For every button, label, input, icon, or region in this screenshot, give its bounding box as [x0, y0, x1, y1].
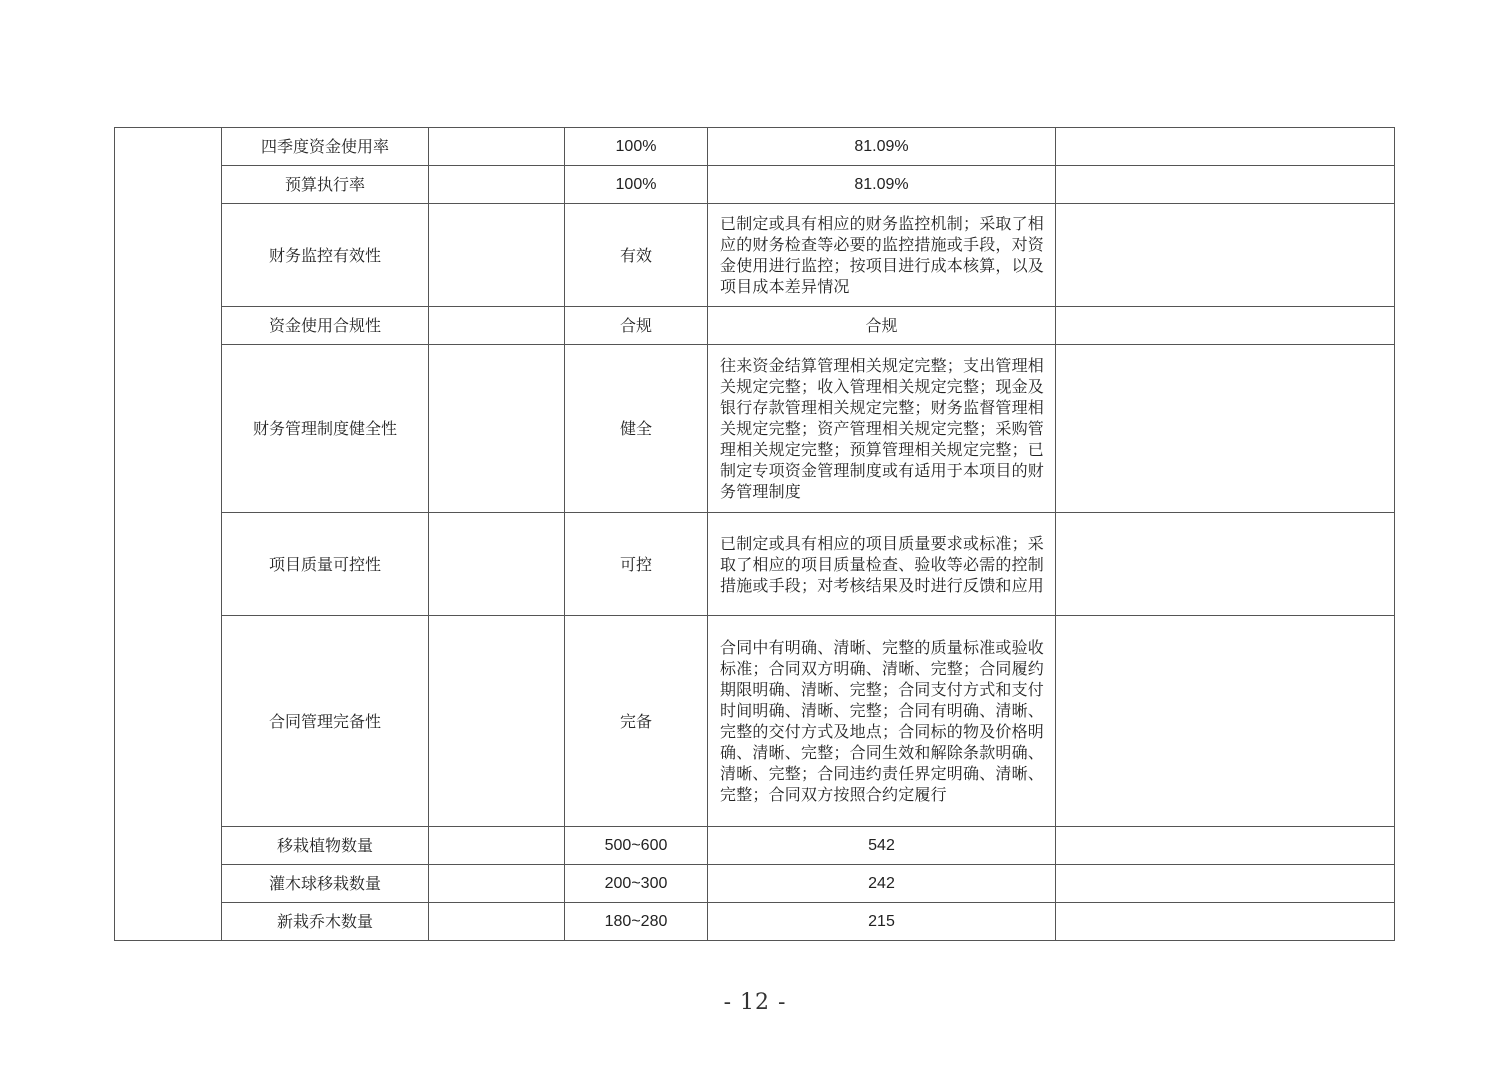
actual-value: 已制定或具有相应的财务监控机制；采取了相应的财务检查等必要的监控措施或手段，对资金使用进行监控；按项目进行成本核算，以及项目成本差异情况: [708, 204, 1056, 307]
target-value: 健全: [565, 345, 708, 513]
indicator-name: 移栽植物数量: [222, 827, 429, 865]
table-row: [115, 345, 1395, 513]
target-value: 180~280: [565, 903, 708, 941]
table-row: [115, 903, 1395, 941]
indicator-name: 项目质量可控性: [222, 513, 429, 616]
table-row: [115, 307, 1395, 345]
table-row: [115, 166, 1395, 204]
remark-cell: [1056, 827, 1395, 865]
blank-cell: [429, 204, 565, 307]
actual-value: 往来资金结算管理相关规定完整；支出管理相关规定完整；收入管理相关规定完整；现金及银行存款管理相关规定完整；财务监督管理相关规定完整；资产管理相关规定完整；采购管理相关规定完整；预算管理相关规定完整；已制定专项资金管理制度或有适用于本项目的财务管理制度: [708, 345, 1056, 513]
table-row: [115, 827, 1395, 865]
blank-cell: [429, 128, 565, 166]
table-row: [115, 128, 1395, 166]
remark-cell: [1056, 166, 1395, 204]
target-value: 完备: [565, 616, 708, 827]
blank-cell: [429, 345, 565, 513]
actual-value: 242: [708, 865, 1056, 903]
indicator-name: 预算执行率: [222, 166, 429, 204]
target-value: 200~300: [565, 865, 708, 903]
target-value: 可控: [565, 513, 708, 616]
remark-cell: [1056, 128, 1395, 166]
remark-cell: [1056, 307, 1395, 345]
blank-cell: [429, 865, 565, 903]
remark-cell: [1056, 345, 1395, 513]
actual-value: 81.09%: [708, 128, 1056, 166]
actual-value: 合同中有明确、清晰、完整的质量标准或验收标准；合同双方明确、清晰、完整；合同履约期限明确、清晰、完整；合同支付方式和支付时间明确、清晰、完整；合同有明确、清晰、完整的交付方式及地点；合同标的物及价格明确、清晰、完整；合同生效和解除条款明确、清晰、完整；合同违约责任界定明确、清晰、完整；合同双方按照合约定履行: [708, 616, 1056, 827]
merged-category-cell: [115, 128, 222, 941]
indicator-name: 灌木球移栽数量: [222, 865, 429, 903]
blank-cell: [429, 827, 565, 865]
remark-cell: [1056, 616, 1395, 827]
page-number: - 12 -: [723, 990, 787, 1015]
target-value: 合规: [565, 307, 708, 345]
actual-value: 81.09%: [708, 166, 1056, 204]
remark-cell: [1056, 513, 1395, 616]
actual-value: 542: [708, 827, 1056, 865]
remark-cell: [1056, 204, 1395, 307]
indicator-name: 合同管理完备性: [222, 616, 429, 827]
blank-cell: [429, 513, 565, 616]
table-row: [115, 865, 1395, 903]
performance-table: [114, 127, 1395, 941]
blank-cell: [429, 166, 565, 204]
actual-value: 合规: [708, 307, 1056, 345]
blank-cell: [429, 616, 565, 827]
actual-value: 已制定或具有相应的项目质量要求或标准；采取了相应的项目质量检查、验收等必需的控制措施或手段；对考核结果及时进行反馈和应用: [708, 513, 1056, 616]
table-row: [115, 513, 1395, 616]
target-value: 500~600: [565, 827, 708, 865]
indicator-name: 资金使用合规性: [222, 307, 429, 345]
indicator-name: 财务监控有效性: [222, 204, 429, 307]
target-value: 有效: [565, 204, 708, 307]
blank-cell: [429, 903, 565, 941]
remark-cell: [1056, 903, 1395, 941]
table-row: [115, 204, 1395, 307]
remark-cell: [1056, 865, 1395, 903]
actual-value: 215: [708, 903, 1056, 941]
blank-cell: [429, 307, 565, 345]
target-value: 100%: [565, 166, 708, 204]
indicator-name: 新栽乔木数量: [222, 903, 429, 941]
target-value: 100%: [565, 128, 708, 166]
indicator-name: 四季度资金使用率: [222, 128, 429, 166]
indicator-name: 财务管理制度健全性: [222, 345, 429, 513]
table-row: [115, 616, 1395, 827]
